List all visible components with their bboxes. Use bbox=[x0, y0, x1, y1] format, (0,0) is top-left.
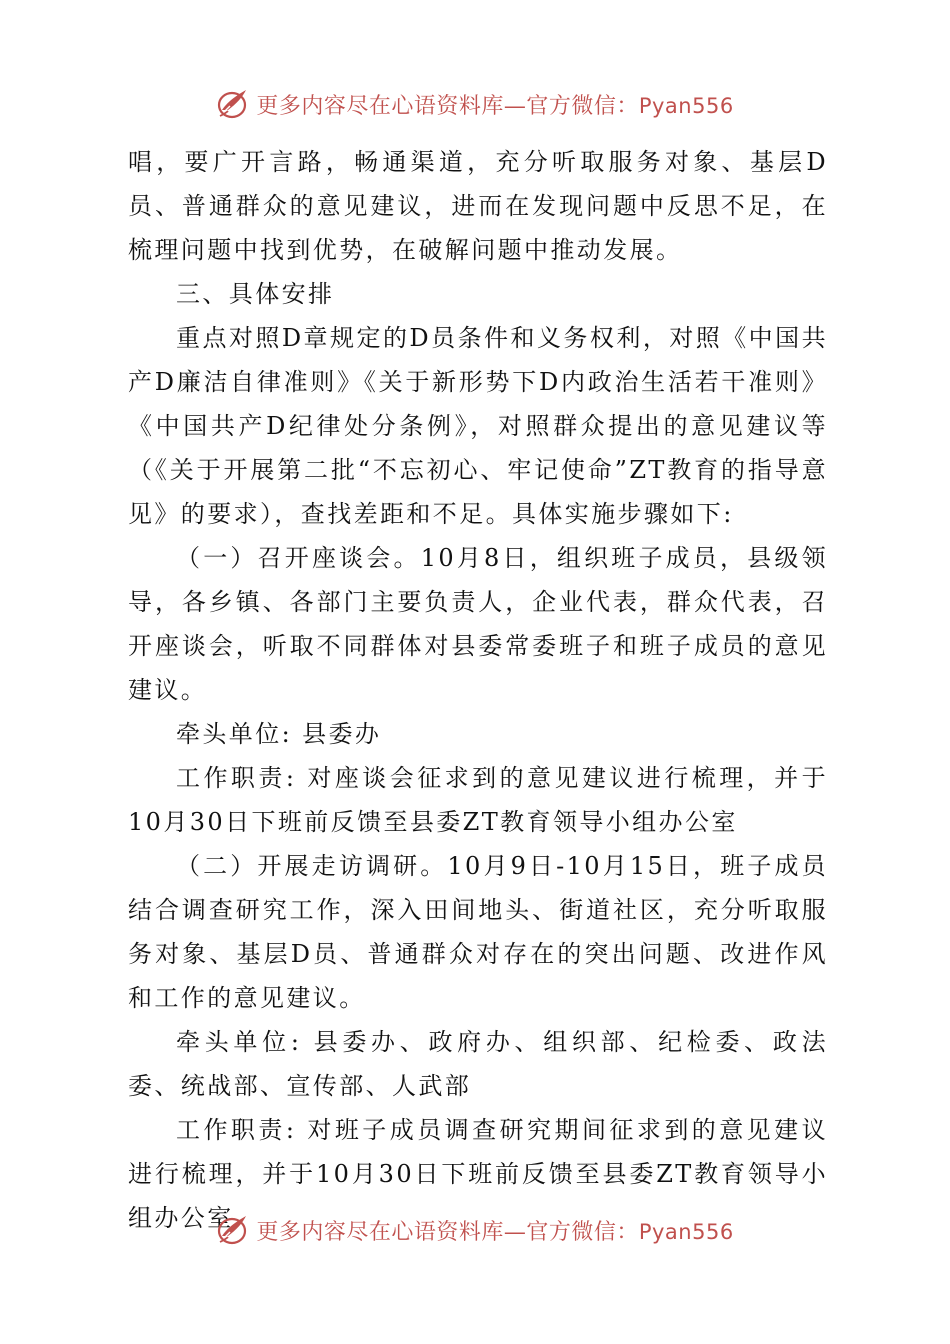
paragraph-key-reference: 重点对照D章规定的D员条件和义务权利，对照《中国共产D廉洁自律准则》《关于新形势下D内政治生活若干准则》《中国共产D纪律处分条例》，对照群众提出的意见建议等（《关于开展第二批“不忘初心、牢记使命”ZT教育的指导意见》的要求），查找差距和不足。具体实施步骤如下: bbox=[128, 324, 828, 528]
paragraph-step-2-lead-units: 牵头单位: 县委办、政府办、组织部、纪检委、政法委、统战部、宣传部、人武部 bbox=[128, 1028, 828, 1100]
paragraph-continuation: 唱，要广开言路，畅通渠道，充分听取服务对象、基层D员、普通群众的意见建议，进而在发现问题中反思不足，在梳理问题中找到优势，在破解问题中推动发展。 bbox=[128, 148, 828, 264]
paragraph-step-1-symposium: （一）召开座谈会。10月8日，组织班子成员，县级领导，各乡镇、各部门主要负责人，企业代表，群众代表，召开座谈会，听取不同群体对县委常委班子和班子成员的意见建议。 bbox=[128, 544, 828, 704]
paragraph-step-1-lead-unit: 牵头单位: 县委办 bbox=[176, 720, 382, 748]
watermark-text bbox=[256, 89, 733, 120]
quill-logo-icon bbox=[216, 1212, 252, 1248]
watermark-wechat-id: Pyan556 bbox=[638, 1219, 734, 1244]
quill-logo-icon bbox=[216, 86, 252, 122]
section-heading-arrangements: 三、具体安排 bbox=[176, 280, 335, 308]
header-watermark bbox=[0, 84, 950, 124]
paragraph-step-1-duties: 工作职责: 对座谈会征求到的意见建议进行梳理，并于10月30日下班前反馈至县委ZT教育领导小组办公室 bbox=[128, 764, 828, 836]
paragraph-step-2-duties: 工作职责: 对班子成员调查研究期间征求到的意见建议进行梳理，并于10月30日下班前反馈至县委ZT教育领导小组办公室 bbox=[128, 1116, 828, 1232]
watermark-text bbox=[256, 1215, 733, 1246]
footer-watermark bbox=[0, 1210, 950, 1250]
watermark-text-cn: 更多内容尽在心语资料库—官方微信： bbox=[256, 1219, 639, 1245]
watermark-text-cn: 更多内容尽在心语资料库—官方微信： bbox=[256, 93, 639, 119]
paragraph-step-2-visits: （二）开展走访调研。10月9日-10月15日，班子成员结合调查研究工作，深入田间地头、街道社区，充分听取服务对象、基层D员、普通群众对存在的突出问题、改进作风和工作的意见建议。 bbox=[128, 852, 828, 1012]
watermark-wechat-id: Pyan556 bbox=[638, 93, 734, 118]
document-body bbox=[128, 140, 828, 1240]
